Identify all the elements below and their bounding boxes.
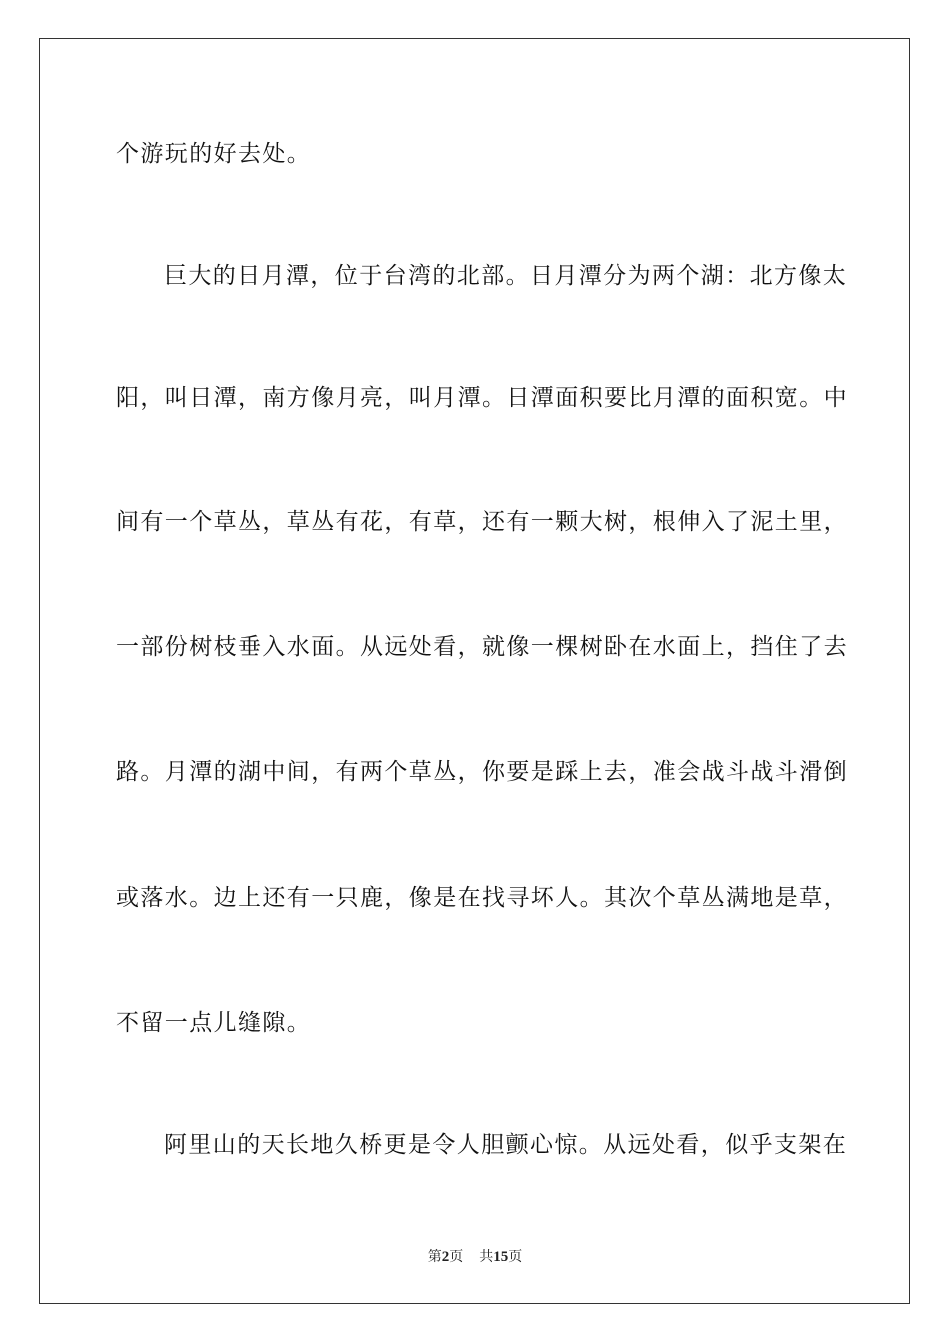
paragraph-line: 个游玩的好去处。 xyxy=(116,141,312,167)
paragraph-line: 不留一点儿缝隙。 xyxy=(116,1010,312,1036)
paragraph-line: 间有一个草丛，草丛有花，有草，还有一颗大树，根伸入了泥土里， xyxy=(116,509,848,535)
page-border xyxy=(39,38,910,1304)
total-label-prefix: 共 xyxy=(479,1249,494,1265)
page-label-prefix: 第 xyxy=(427,1249,442,1265)
paragraph-line: 或落水。边上还有一只鹿，像是在找寻坏人。其次个草丛满地是草， xyxy=(116,885,848,911)
paragraph-line: 路。月潭的湖中间，有两个草丛，你要是踩上去，准会战斗战斗滑倒 xyxy=(116,759,848,785)
total-label-suffix: 页 xyxy=(508,1249,523,1265)
page-number: 2 xyxy=(441,1249,450,1265)
paragraph-line: 阳，叫日潭，南方像月亮，叫月潭。日潭面积要比月潭的面积宽。中 xyxy=(116,385,848,411)
page-label-suffix: 页 xyxy=(449,1249,464,1265)
paragraph-line: 阿里山的天长地久桥更是令人胆颤心惊。从远处看，似乎支架在 xyxy=(164,1132,848,1158)
paragraph-line: 巨大的日月潭，位于台湾的北部。日月潭分为两个湖：北方像太 xyxy=(164,263,848,289)
page-footer xyxy=(0,1247,950,1267)
paragraph-line: 一部份树枝垂入水面。从远处看，就像一棵树卧在水面上，挡住了去 xyxy=(116,634,848,660)
total-pages: 15 xyxy=(493,1249,509,1265)
